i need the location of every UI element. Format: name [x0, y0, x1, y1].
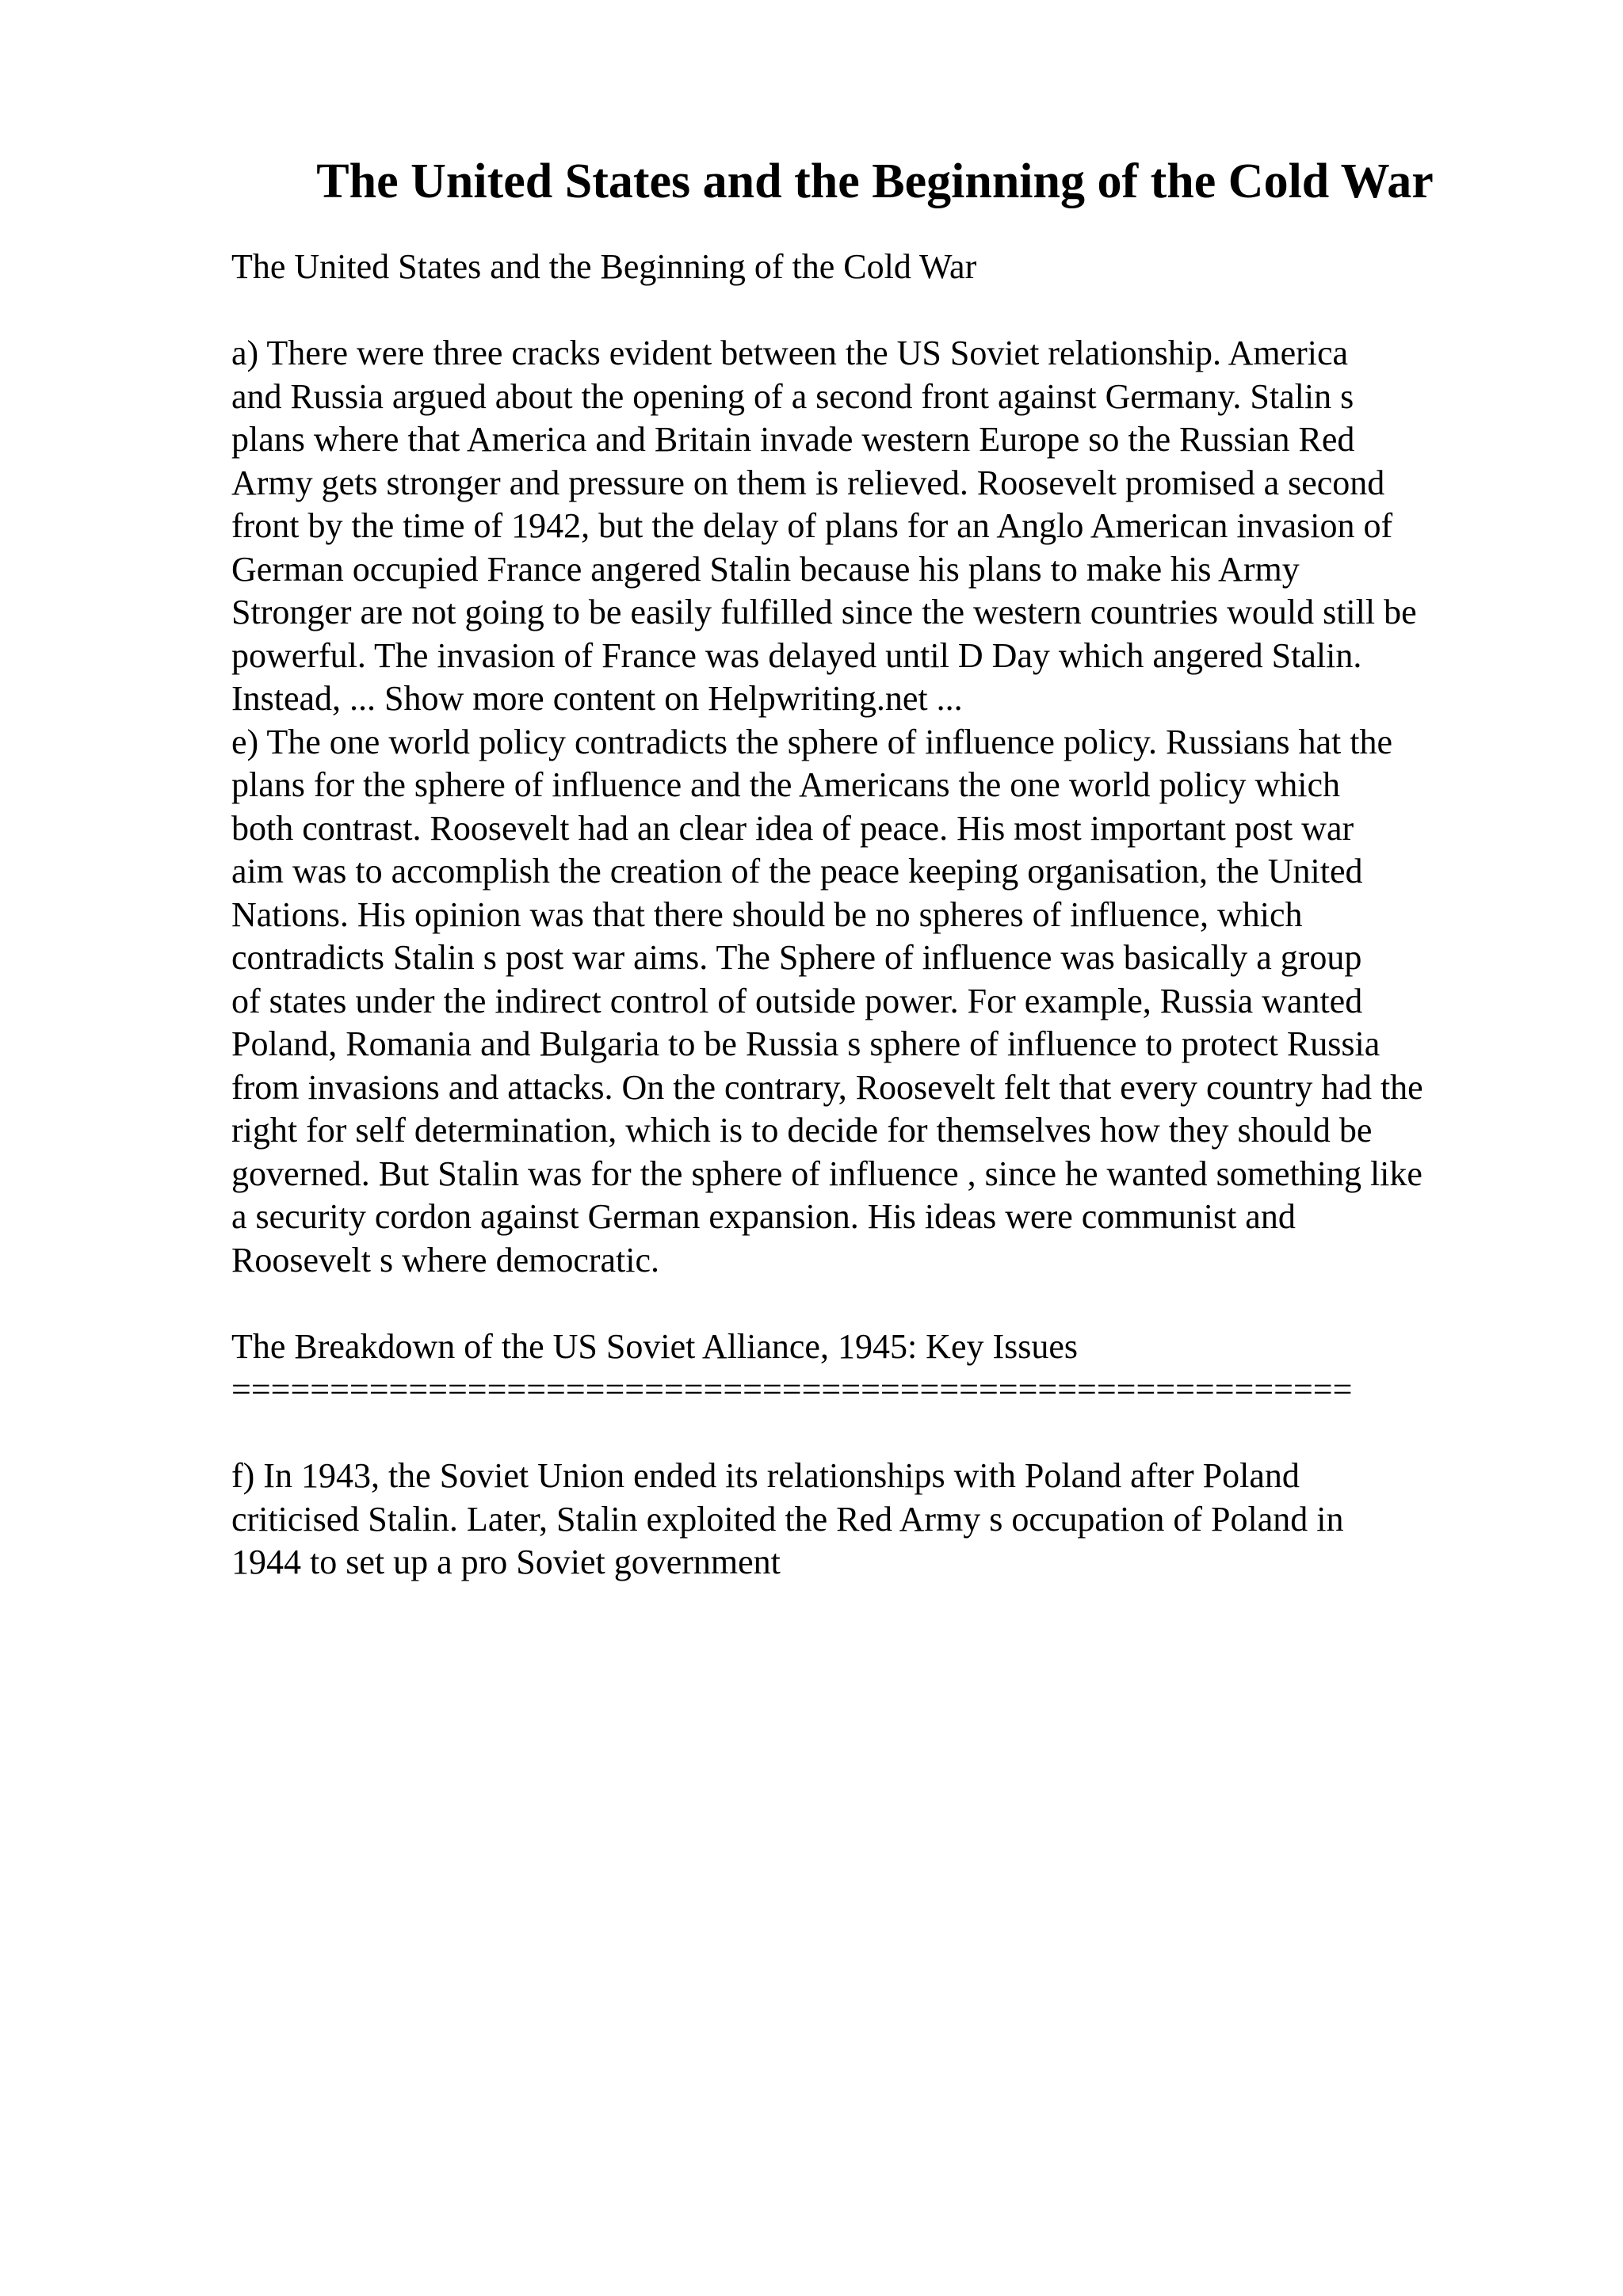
paragraph-line: governed. But Stalin was for the sphere of influence , since he wanted something like	[231, 1154, 1423, 1193]
paragraph-spacer	[231, 289, 1539, 333]
paragraph-line: Stronger are not going to be easily fulfilled since the western countries would still be	[231, 593, 1417, 631]
paragraph-line: Poland, Romania and Bulgaria to be Russia s sphere of influence to protect Russia	[231, 1024, 1381, 1063]
paragraph-line: from invasions and attacks. On the contrary, Roosevelt felt that every country had the	[231, 1067, 1423, 1107]
paragraph-line: contradicts Stalin s post war aims. The Sphere of influence was basically a group	[231, 938, 1362, 977]
paragraph-line: front by the time of 1942, but the delay of plans for an Anglo American invasion of	[231, 506, 1393, 545]
section-heading: The Breakdown of the US Soviet Alliance, 1945: Key Issues	[231, 1326, 1079, 1366]
paragraph-line: Instead, ... Show more content on Helpwriting.net ...	[231, 679, 963, 718]
paragraph-line: criticised Stalin. Later, Stalin exploited the Red Army s occupation of Poland in	[231, 1499, 1344, 1539]
document-body	[231, 246, 1539, 1585]
paragraph-line: aim was to accomplish the creation of the peace keeping organisation, the United	[231, 852, 1363, 891]
document-subtitle: The United States and the Beginning of the Cold War	[231, 247, 977, 286]
paragraph-line: plans where that America and Britain invade western Europe so the Russian Red	[231, 420, 1355, 459]
paragraph-line: 1944 to set up a pro Soviet government	[231, 1543, 781, 1581]
paragraph-line: a) There were three cracks evident between the US Soviet relationship. America	[231, 334, 1349, 372]
paragraph-line: Nations. His opinion was that there should be no spheres of influence, which	[231, 894, 1303, 934]
paragraph-e	[231, 721, 1539, 1283]
paragraph-line: f) In 1943, the Soviet Union ended its relationships with Poland after Poland	[231, 1456, 1300, 1495]
paragraph-f	[231, 1455, 1539, 1585]
paragraph-a	[231, 332, 1539, 721]
document-title: The United States and the Beginning of the Cold War	[316, 154, 1434, 208]
paragraph-line: plans for the sphere of influence and the Americans the one world policy which	[231, 765, 1340, 804]
paragraph-line: right for self determination, which is to decide for themselves how they should be	[231, 1111, 1373, 1150]
paragraph-line: and Russia argued about the opening of a second front against Germany. Stalin s	[231, 376, 1354, 416]
paragraph-line: both contrast. Roosevelt had an clear idea of peace. His most important post war	[231, 808, 1354, 848]
paragraph-line: e) The one world policy contradicts the sphere of influence policy. Russians hat the	[231, 722, 1393, 761]
paragraph-line: of states under the indirect control of outside power. For example, Russia wanted	[231, 981, 1363, 1020]
paragraph-line: Roosevelt s where democratic.	[231, 1240, 660, 1280]
paragraph-spacer	[231, 1412, 1539, 1455]
paragraph-line: powerful. The invasion of France was delayed until D Day which angered Stalin.	[231, 635, 1362, 675]
paragraph-line: Army gets stronger and pressure on them is relieved. Roosevelt promised a second	[231, 463, 1385, 502]
paragraph-line: a security cordon against German expansion. His ideas were communist and	[231, 1197, 1296, 1236]
section-divider: =========================================================	[231, 1370, 1353, 1409]
paragraph-line: German occupied France angered Stalin because his plans to make his Army	[231, 549, 1300, 589]
paragraph-spacer	[231, 1282, 1539, 1325]
